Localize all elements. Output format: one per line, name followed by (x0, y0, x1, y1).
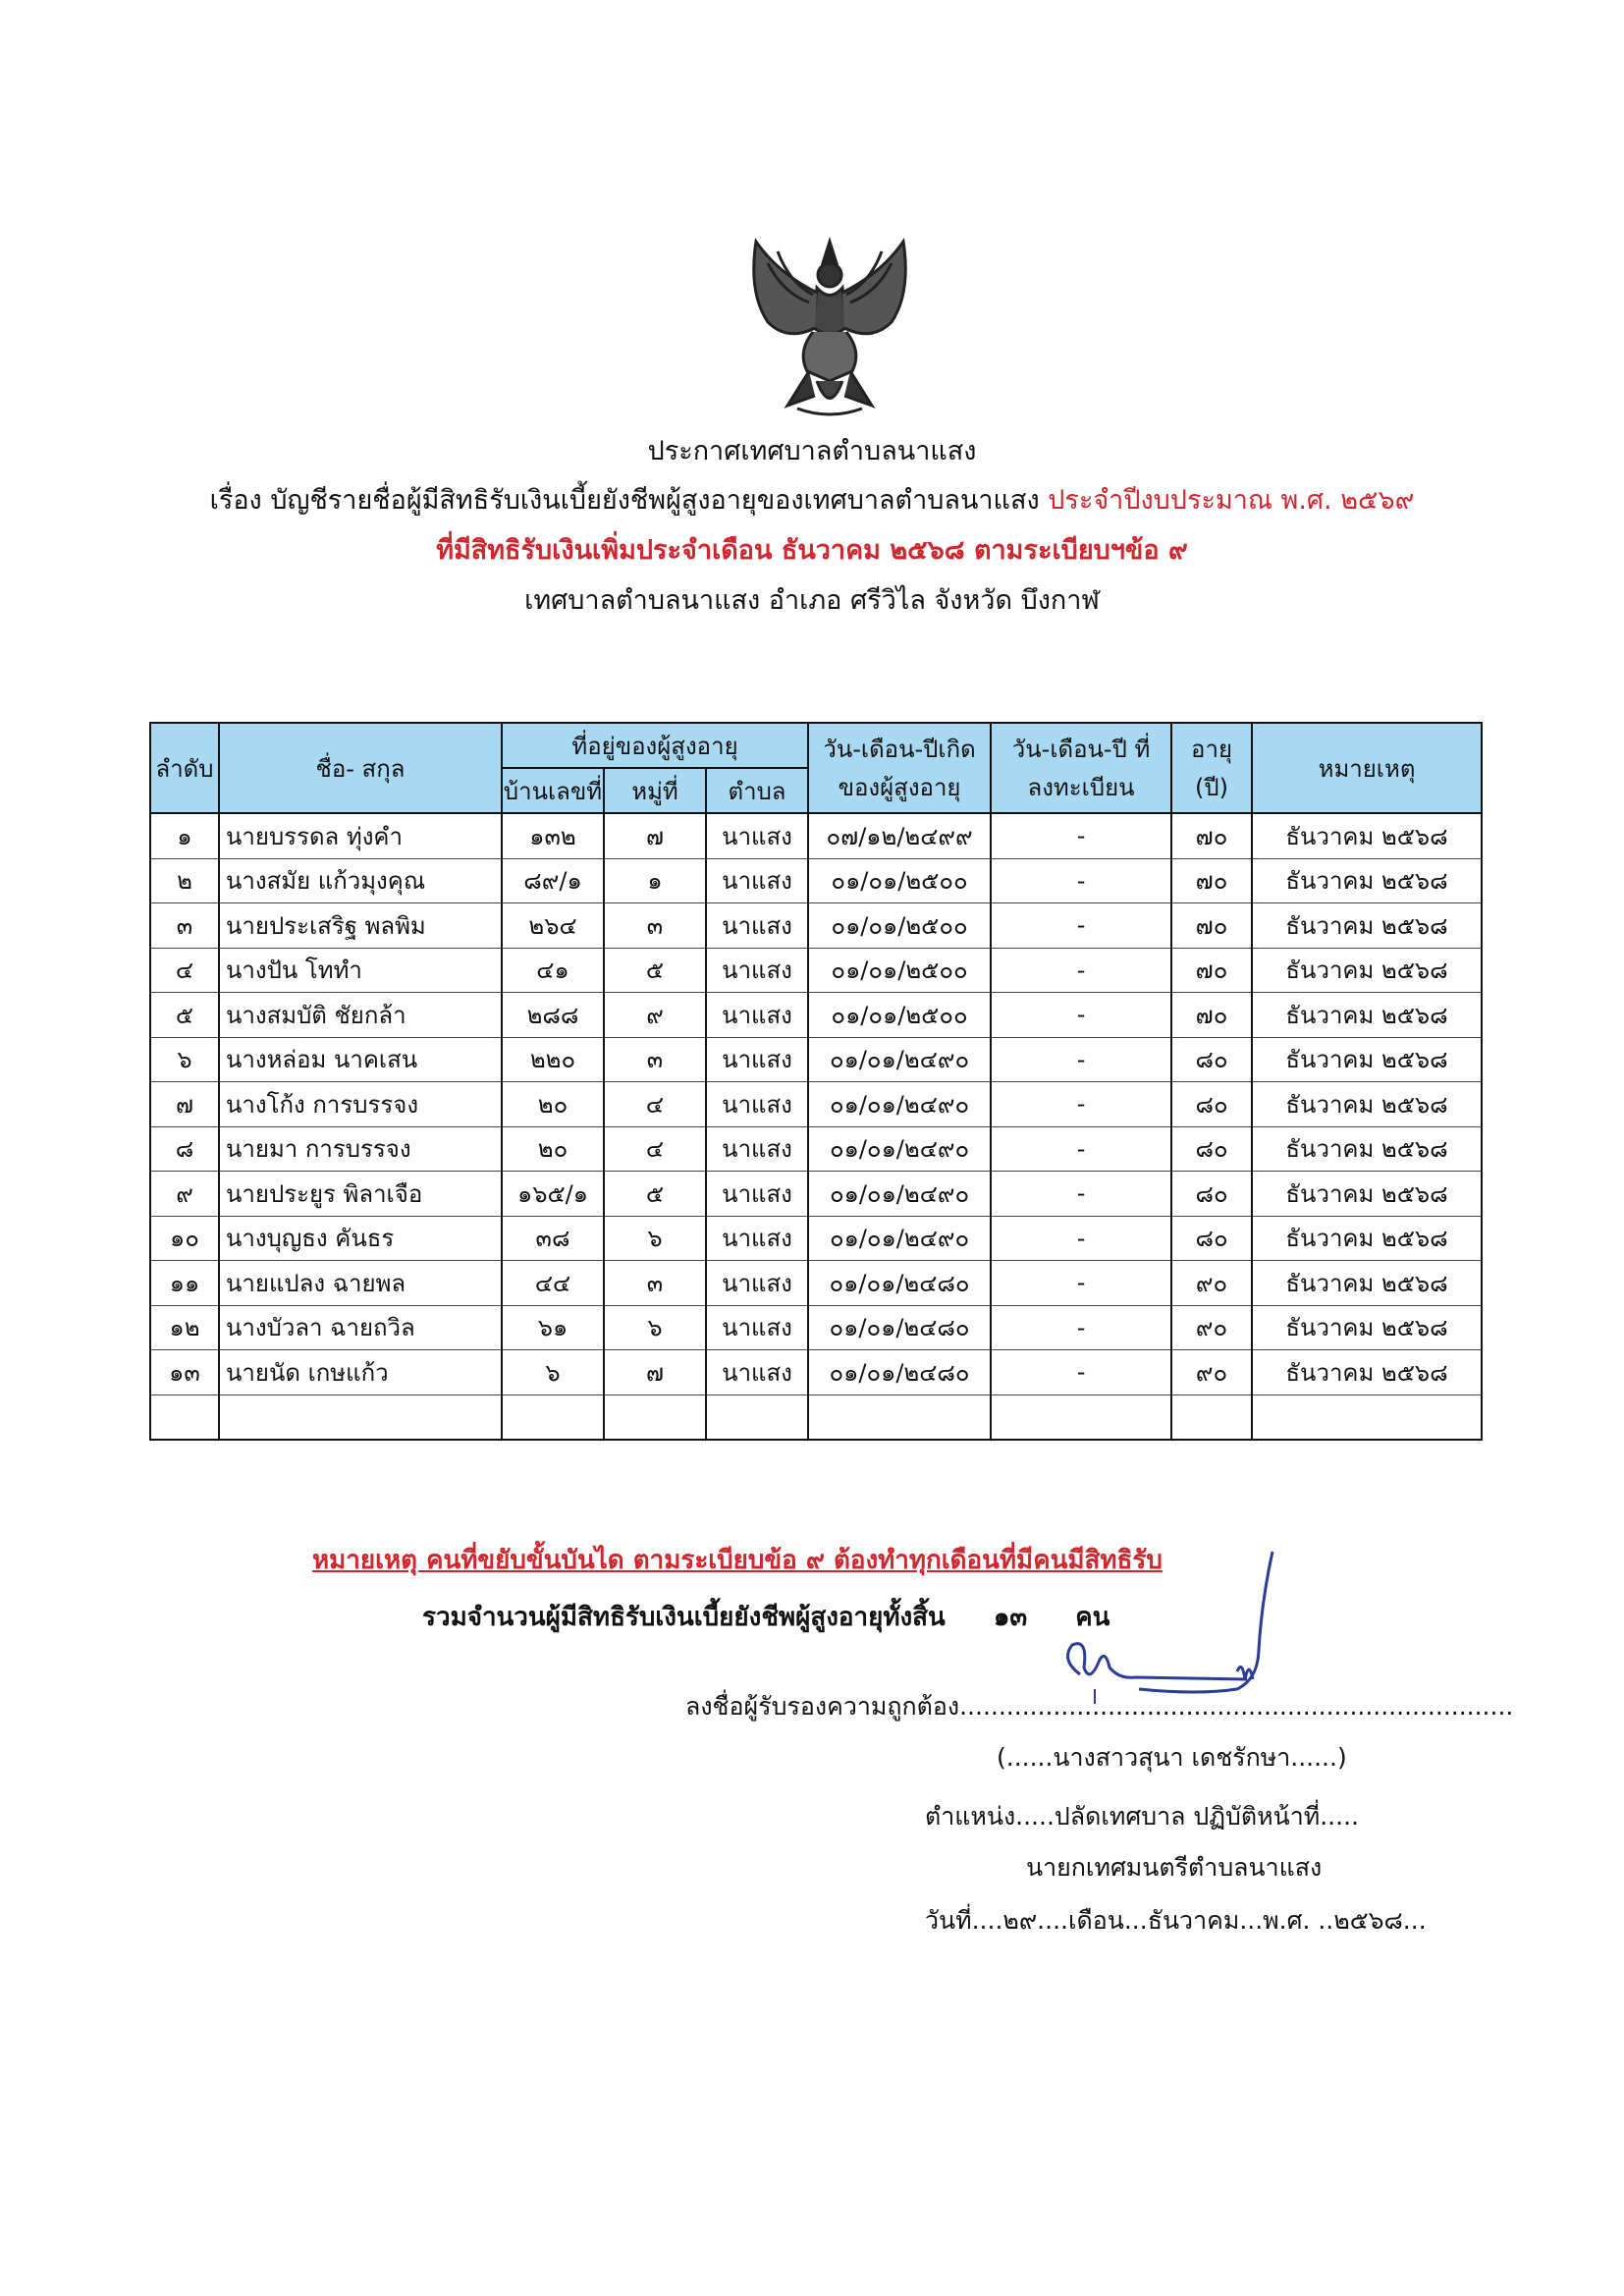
col-tambon: นาแสง (706, 903, 808, 949)
col-no: ๗ (150, 1082, 219, 1127)
table-row (150, 1172, 1482, 1217)
col-name: นางบุญธง คันธร (219, 1216, 502, 1261)
col-reg: - (991, 858, 1171, 903)
table-row (150, 903, 1482, 949)
col-tambon (706, 1394, 808, 1440)
col-name (219, 1394, 502, 1440)
col-moo: ๓ (604, 1261, 706, 1306)
header-name: ชื่อ- สกุล (219, 723, 502, 813)
col-remark: ธันวาคม ๒๕๖๘ (1252, 993, 1482, 1038)
col-age: ๙๐ (1171, 1261, 1252, 1306)
col-birth: ๐๑/๐๑/๒๔๘๐ (808, 1350, 991, 1395)
col-age: ๗๐ (1171, 948, 1252, 993)
col-tambon: นาแสง (706, 858, 808, 903)
subject-prefix: เรื่อง บัญชีรายชื่อผู้มีสิทธิรับเงินเบี้ยยังชีพผู้สูงอายุของเทศบาลตำบลนาแสง (209, 485, 1040, 516)
col-age: ๘๐ (1171, 1126, 1252, 1172)
announcement-title: ประกาศเทศบาลตำบลนาแสง (647, 436, 977, 466)
col-reg: - (991, 1082, 1171, 1127)
col-reg: - (991, 1216, 1171, 1261)
col-no: ๓ (150, 903, 219, 949)
signer-position: ตำแหน่ง.....ปลัดเทศบาล ปฏิบัติหน้าที่..... (925, 1802, 1359, 1831)
col-house: ๘๙/๑ (502, 858, 604, 903)
col-age: ๘๐ (1171, 1216, 1252, 1261)
col-reg: - (991, 813, 1171, 858)
col-moo: ๑ (604, 858, 706, 903)
col-reg (991, 1394, 1171, 1440)
col-reg: - (991, 1037, 1171, 1082)
col-no: ๑ (150, 813, 219, 858)
col-birth: ๐๑/๐๑/๒๕๐๐ (808, 948, 991, 993)
table-row (150, 1216, 1482, 1261)
col-house: ๖ (502, 1350, 604, 1395)
table-row (150, 813, 1482, 858)
col-moo: ๗ (604, 813, 706, 858)
col-age: ๗๐ (1171, 813, 1252, 858)
col-tambon: นาแสง (706, 1305, 808, 1350)
col-reg: - (991, 1305, 1171, 1350)
col-tambon: นาแสง (706, 993, 808, 1038)
col-name: นางโก้ง การบรรจง (219, 1082, 502, 1127)
col-tambon: นาแสง (706, 948, 808, 993)
col-age: ๗๐ (1171, 903, 1252, 949)
col-house: ๒๘๘ (502, 993, 604, 1038)
header-registration: วัน-เดือน-ปี ที่ ลงทะเบียน (991, 723, 1171, 813)
col-name: นายประเสริฐ พลพิม (219, 903, 502, 949)
col-tambon: นาแสง (706, 1172, 808, 1217)
col-no: ๕ (150, 993, 219, 1038)
table-row (150, 858, 1482, 903)
col-name: นายมา การบรรจง (219, 1126, 502, 1172)
col-birth (808, 1394, 991, 1440)
col-remark: ธันวาคม ๒๕๖๘ (1252, 813, 1482, 858)
col-reg: - (991, 948, 1171, 993)
col-reg: - (991, 1350, 1171, 1395)
col-no: ๑๑ (150, 1261, 219, 1306)
col-no: ๑๓ (150, 1350, 219, 1395)
col-moo: ๓ (604, 1037, 706, 1082)
table-row (150, 948, 1482, 993)
col-remark: ธันวาคม ๒๕๖๘ (1252, 1037, 1482, 1082)
sign-date: วันที่....๒๙....เดือน...ธันวาคม...พ.ศ. ..๒๕๖๘... (925, 1906, 1427, 1935)
col-reg: - (991, 903, 1171, 949)
col-birth: ๐๑/๐๑/๒๔๘๐ (808, 1261, 991, 1306)
col-birth: ๐๑/๐๑/๒๔๘๐ (808, 1305, 991, 1350)
municipality-line: เทศบาลตำบลนาแสง อำเภอ ศรีวิไล จังหวัด บึงกาฬ (524, 585, 1100, 616)
table-row (150, 1305, 1482, 1350)
header-remark: หมายเหตุ (1252, 723, 1482, 813)
col-remark: ธันวาคม ๒๕๖๘ (1252, 1172, 1482, 1217)
col-remark: ธันวาคม ๒๕๖๘ (1252, 1082, 1482, 1127)
footnote: หมายเหตุ คนที่ขยับขั้นบันได ตามระเบียบข้อ ๙ ต้องทำทุกเดือนที่มีคนมีสิทธิรับ (312, 1546, 1163, 1575)
col-birth: ๐๑/๐๑/๒๕๐๐ (808, 858, 991, 903)
col-no: ๙ (150, 1172, 219, 1217)
header-no: ลำดับ (150, 723, 219, 813)
col-reg: - (991, 1261, 1171, 1306)
col-no: ๔ (150, 948, 219, 993)
col-tambon: นาแสง (706, 1216, 808, 1261)
col-house: ๒๐ (502, 1126, 604, 1172)
col-moo: ๕ (604, 1172, 706, 1217)
col-no: ๒ (150, 858, 219, 903)
col-moo: ๖ (604, 1216, 706, 1261)
col-house: ๓๘ (502, 1216, 604, 1261)
col-no (150, 1394, 219, 1440)
signer-position-2: นายกเทศมนตรีตำบลนาแสง (1026, 1853, 1323, 1882)
col-birth: ๐๑/๐๑/๒๔๙๐ (808, 1216, 991, 1261)
col-birth: ๐๑/๐๑/๒๔๙๐ (808, 1037, 991, 1082)
col-house: ๒๐ (502, 1082, 604, 1127)
col-house: ๔๔ (502, 1261, 604, 1306)
col-age (1171, 1394, 1252, 1440)
col-reg: - (991, 993, 1171, 1038)
col-reg: - (991, 1172, 1171, 1217)
col-moo: ๗ (604, 1350, 706, 1395)
col-moo: ๓ (604, 903, 706, 949)
certify-line: ลงชื่อผู้รับรองความถูกต้อง....................................................................... (685, 1692, 1514, 1721)
col-moo (604, 1394, 706, 1440)
col-remark: ธันวาคม ๒๕๖๘ (1252, 1350, 1482, 1395)
col-birth: ๐๑/๐๑/๒๔๙๐ (808, 1172, 991, 1217)
total-count: ๑๓ (993, 1603, 1028, 1632)
header-birth: วัน-เดือน-ปีเกิด ของผู้สูงอายุ (808, 723, 991, 813)
col-name: นายแปลง ฉายพล (219, 1261, 502, 1306)
table-row (150, 1261, 1482, 1306)
fiscal-year: ประจำปีงบประมาณ พ.ศ. ๒๕๖๙ (1048, 485, 1415, 516)
header-age: อายุ (ปี) (1171, 723, 1252, 813)
beneficiary-table (149, 722, 1483, 1441)
eligibility-line: ที่มีสิทธิรับเงินเพิ่มประจำเดือน ธันวาคม ๒๕๖๘ ตามระเบียบฯข้อ ๙ (436, 535, 1188, 566)
subject-line (0, 481, 1624, 520)
col-birth: ๐๑/๐๑/๒๕๐๐ (808, 993, 991, 1038)
col-tambon: นาแสง (706, 1261, 808, 1306)
table-row (150, 1037, 1482, 1082)
total-label: รวมจำนวนผู้มีสิทธิรับเงินเบี้ยยังชีพผู้สูงอายุทั้งสิ้น (422, 1603, 946, 1632)
col-age: ๙๐ (1171, 1305, 1252, 1350)
col-reg: - (991, 1126, 1171, 1172)
col-age: ๙๐ (1171, 1350, 1252, 1395)
col-birth: ๐๑/๐๑/๒๕๐๐ (808, 903, 991, 949)
col-moo: ๖ (604, 1305, 706, 1350)
col-birth: ๐๑/๐๑/๒๔๙๐ (808, 1082, 991, 1127)
col-birth: ๐๑/๐๑/๒๔๙๐ (808, 1126, 991, 1172)
total-summary (422, 1597, 1110, 1637)
col-name: นางสมัย แก้วมุงคุณ (219, 858, 502, 903)
col-no: ๖ (150, 1037, 219, 1082)
col-name: นายบรรดล ทุ่งคำ (219, 813, 502, 858)
table-row-empty (150, 1394, 1482, 1440)
col-birth: ๐๗/๑๒/๒๔๙๙ (808, 813, 991, 858)
col-tambon: นาแสง (706, 813, 808, 858)
col-age: ๗๐ (1171, 993, 1252, 1038)
col-house: ๑๓๒ (502, 813, 604, 858)
col-house: ๒๒๐ (502, 1037, 604, 1082)
col-age: ๘๐ (1171, 1172, 1252, 1217)
table-row (150, 1126, 1482, 1172)
col-remark: ธันวาคม ๒๕๖๘ (1252, 858, 1482, 903)
col-age: ๘๐ (1171, 1082, 1252, 1127)
col-name: นางปัน โททำ (219, 948, 502, 993)
col-name: นางสมบัติ ชัยกล้า (219, 993, 502, 1038)
header-tambon: ตำบล (706, 768, 808, 813)
col-no: ๑๐ (150, 1216, 219, 1261)
signer-name: (......นางสาวสุนา เดชรักษา......) (997, 1743, 1347, 1772)
header-house-no: บ้านเลขที่ (502, 768, 604, 813)
col-age: ๗๐ (1171, 858, 1252, 903)
col-moo: ๔ (604, 1126, 706, 1172)
col-name: นายประยูร พิลาเจือ (219, 1172, 502, 1217)
col-no: ๑๒ (150, 1305, 219, 1350)
col-age: ๘๐ (1171, 1037, 1252, 1082)
header-moo: หมู่ที่ (604, 768, 706, 813)
col-tambon: นาแสง (706, 1350, 808, 1395)
col-remark: ธันวาคม ๒๕๖๘ (1252, 903, 1482, 949)
col-tambon: นาแสง (706, 1126, 808, 1172)
col-name: นายนัด เกษแก้ว (219, 1350, 502, 1395)
col-tambon: นาแสง (706, 1037, 808, 1082)
col-house: ๖๑ (502, 1305, 604, 1350)
col-no: ๘ (150, 1126, 219, 1172)
total-unit: คน (1075, 1603, 1110, 1632)
header-address: ที่อยู่ของผู้สูงอายุ (502, 723, 808, 768)
table-row (150, 993, 1482, 1038)
col-name: นางบัวลา ฉายถวิล (219, 1305, 502, 1350)
col-remark: ธันวาคม ๒๕๖๘ (1252, 1261, 1482, 1306)
col-tambon: นาแสง (706, 1082, 808, 1127)
col-moo: ๔ (604, 1082, 706, 1127)
col-remark: ธันวาคม ๒๕๖๘ (1252, 1216, 1482, 1261)
col-house: ๒๖๔ (502, 903, 604, 949)
col-house: ๑๖๕/๑ (502, 1172, 604, 1217)
col-moo: ๕ (604, 948, 706, 993)
table-row (150, 1082, 1482, 1127)
col-remark (1252, 1394, 1482, 1440)
garuda-emblem-icon (738, 234, 921, 420)
table-row (150, 1350, 1482, 1395)
col-moo: ๙ (604, 993, 706, 1038)
col-remark: ธันวาคม ๒๕๖๘ (1252, 1126, 1482, 1172)
col-house (502, 1394, 604, 1440)
col-house: ๔๑ (502, 948, 604, 993)
col-remark: ธันวาคม ๒๕๖๘ (1252, 948, 1482, 993)
col-name: นางหล่อม นาคเสน (219, 1037, 502, 1082)
col-remark: ธันวาคม ๒๕๖๘ (1252, 1305, 1482, 1350)
